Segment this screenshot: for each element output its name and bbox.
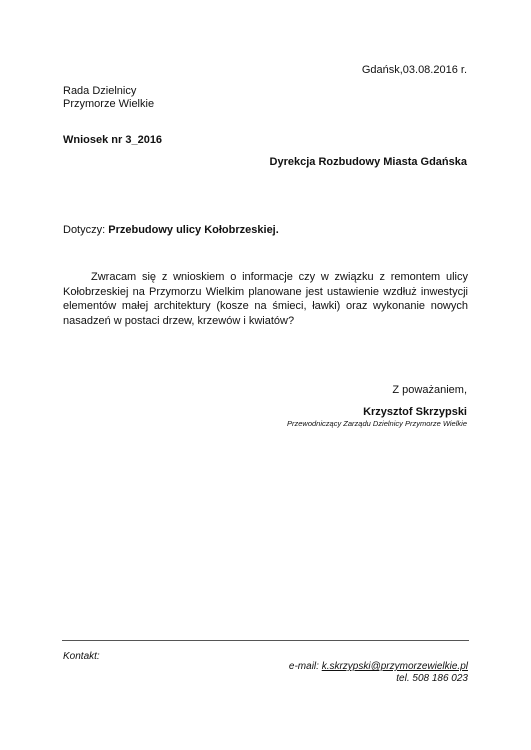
reference-number: Wniosek nr 3_2016 [63, 134, 163, 146]
footer-divider [62, 640, 469, 641]
sender-line-2: Przymorze Wielkie [63, 98, 155, 110]
closing: Z poważaniem, [392, 384, 467, 396]
contact-label: Kontakt: [63, 651, 100, 662]
signer-title: Przewodniczący Zarządu Dzielnicy Przymorze Wielkie [287, 419, 467, 428]
signer-name: Krzysztof Skrzypski [363, 406, 467, 418]
subject-text: Przebudowy ulicy Kołobrzeskiej. [108, 224, 279, 236]
subject-prefix: Dotyczy: [63, 224, 106, 236]
email-label: e-mail: [288, 661, 319, 672]
letter-body: Zwracam się z wnioskiem o informacje czy w związku z remontem ulicy Kołobrzeskiej na Przymorzu Wielkim planowane jest ustawienie wzdłuż inwestycji elementów małej architektury (kosze na śmieci, ławki) oraz wykonanie nowych nasadzeń w postaci drzew, krzewów i kwiatów? [63, 271, 468, 327]
recipient: Dyrekcja Rozbudowy Miasta Gdańska [269, 156, 467, 168]
sender-block [63, 85, 154, 111]
subject-line [63, 224, 279, 236]
sender-line-1: Rada Dzielnicy [63, 85, 137, 97]
email-link[interactable]: k.skrzypski@przymorzewielkie.pl [321, 661, 468, 672]
letter-date: Gdańsk,03.08.2016 r. [361, 64, 467, 76]
email-line [289, 661, 468, 672]
phone-number: tel. 508 186 023 [396, 673, 468, 684]
